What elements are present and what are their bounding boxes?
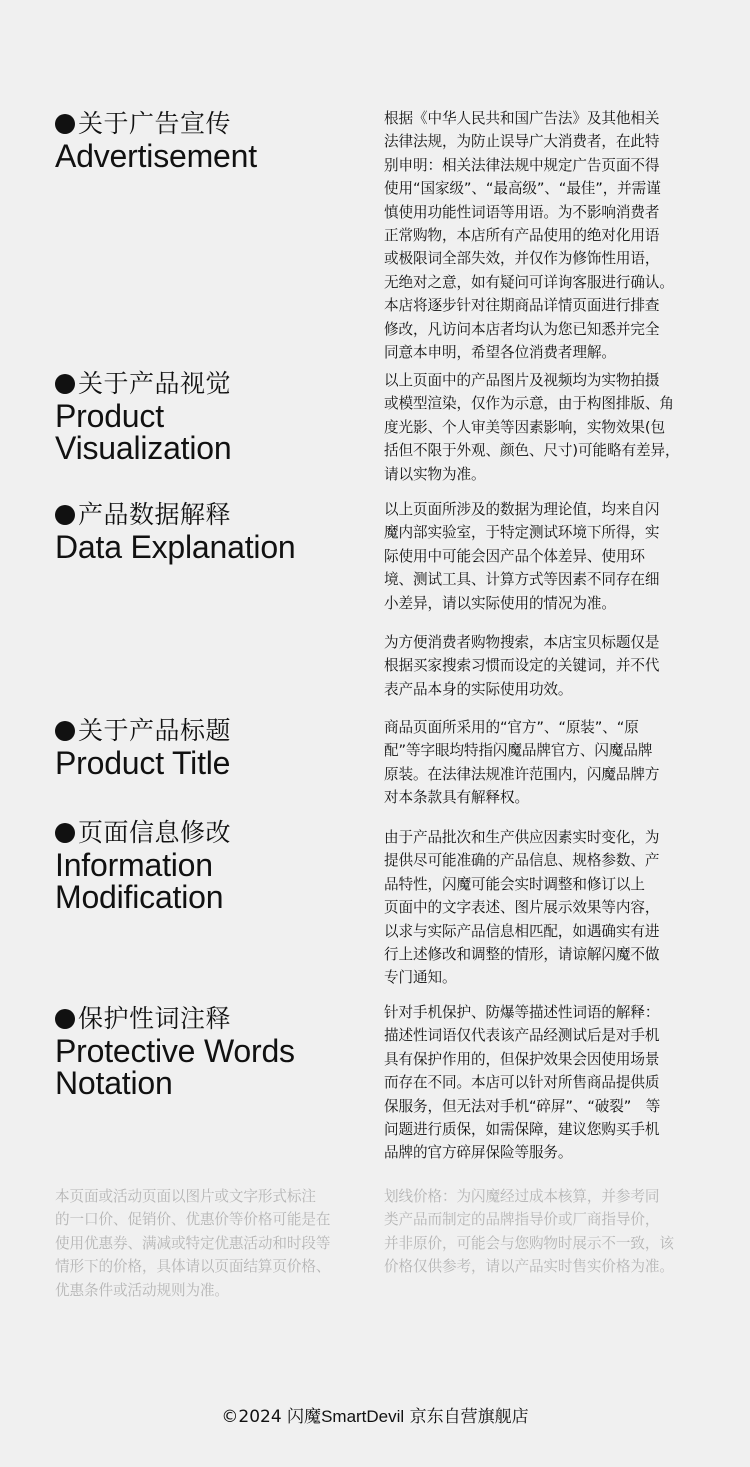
protective-words-body: 针对手机保护、防爆等描述性词语的解释： 描述性词语仅代表该产品经测试后是对手机 具有保护作用的，但保护效果会因使用场景 而存在不同。本店可以针对所售商品提供质 保服务，但无法对手机“碎屏”、“破裂” 等 问题进行质保，如需保障，建议您购买手机 品牌的官方碎屏保险等服务。: [384, 1004, 661, 1162]
price-note-left: 本页面或活动页面以图片或文字形式标注 的一口价、促销价、优惠价等价格可能是在 使用优惠券、满减或特定优惠活动和时段等 情形下的价格，具体请以页面结算页价格、 优惠条件或活动规则为准。: [55, 1188, 331, 1299]
bullet-dot-icon: [55, 1009, 75, 1029]
bullet-dot-icon: [55, 374, 75, 394]
price-note-right: 划线价格：为闪魔经过成本核算，并参考同 类产品而制定的品牌指导价或厂商指导价， 并非原价，可能会与您购物时展示不一致，该 价格仅供参考，请以产品实时售实价格为准。: [384, 1188, 674, 1276]
heading-protective-words: [55, 1004, 365, 1099]
heading-en-text: Protective Words Notation: [55, 1033, 295, 1101]
footer-store-name: 京东自营旗舰店: [404, 1407, 529, 1427]
heading-cn-text: 关于产品视觉: [78, 369, 232, 398]
heading-en-text: Product Visualization: [55, 398, 232, 466]
information-modification-body: 由于产品批次和生产供应因素实时变化，为 提供尽可能准确的产品信息、规格参数、产 品特性，闪魔可能会实时调整和修订以上 页面中的文字表述、图片展示效果等内容， 以求与实际产品信息相匹配，如遇确实有进 行上述修改和调整的情形，请谅解闪魔不做 专门通知。: [384, 829, 660, 987]
bullet-dot-icon: [55, 721, 75, 741]
heading-en-text: Data Explanation: [55, 529, 296, 565]
data-explanation-body: 以上页面所涉及的数据为理论值，均来自闪 魔内部实验室，于特定测试环境下所得，实 际使用中可能会因产品个体差异、使用环 境、测试工具、计算方式等因素不同存在细 小差异，请以实际使用的情况为准。: [384, 501, 660, 612]
footer-brand-en: SmartDevil: [321, 1407, 405, 1426]
product-visualization-body: 以上页面中的产品图片及视频均为实物拍摄 或模型渲染，仅作为示意，由于构图排版、角 度光影、个人审美等因素影响，实物效果(包 括但不限于外观、颜色、尺寸)可能略有差异， 请以实物为准。: [384, 372, 680, 483]
heading-cn-text: 页面信息修改: [78, 818, 232, 847]
heading-en-text: Product Title: [55, 745, 231, 781]
heading-information-modification: [55, 818, 365, 913]
product-title-body: 商品页面所采用的“官方”、“原装”、“原 配”等字眼均特指闪魔品牌官方、闪魔品牌 原装。在法律法规准许范围内，闪魔品牌方 对本条款具有解释权。: [384, 719, 660, 807]
footer-copyright: [0, 1405, 750, 1429]
heading-product-visualization: [55, 369, 365, 464]
bullet-dot-icon: [55, 114, 75, 134]
footer-copyright-text: ©2024 闪魔: [221, 1407, 322, 1427]
bullet-dot-icon: [55, 505, 75, 525]
heading-cn-text: 保护性词注释: [78, 1004, 232, 1033]
heading-data-explanation: [55, 500, 365, 563]
heading-product-title: [55, 716, 365, 779]
heading-en-text: Information Modification: [55, 847, 224, 915]
title-keywords-note: 为方便消费者购物搜索，本店宝贝标题仅是 根据买家搜索习惯而设定的关键词，并不代 表产品本身的实际使用功效。: [384, 634, 660, 698]
advertisement-body: 根据《中华人民共和国广告法》及其他相关 法律法规，为防止误导广大消费者，在此特 别申明：相关法律法规中规定广告页面不得 使用“国家级”、“最高级”、“最佳”，并需谨 慎使用功能性词语等用语。为不影响消费者 正常购物，本店所有产品使用的绝对化用语 或极限词全部失效，并仅作为修饰性用语， 无绝对之意，如有疑问可详询客服进行确认。 本店将逐步针对往期商品详情页面进行排查 修改，凡访问本店者均认为您已知悉并完全 同意本申明，希望各位消费者理解。: [384, 110, 674, 362]
heading-cn-text: 产品数据解释: [78, 500, 232, 529]
heading-cn-text: 关于产品标题: [78, 716, 232, 745]
bullet-dot-icon: [55, 823, 75, 843]
heading-cn-text: 关于广告宣传: [78, 109, 232, 138]
heading-advertisement: [55, 109, 365, 172]
heading-en-text: Advertisement: [55, 138, 257, 174]
